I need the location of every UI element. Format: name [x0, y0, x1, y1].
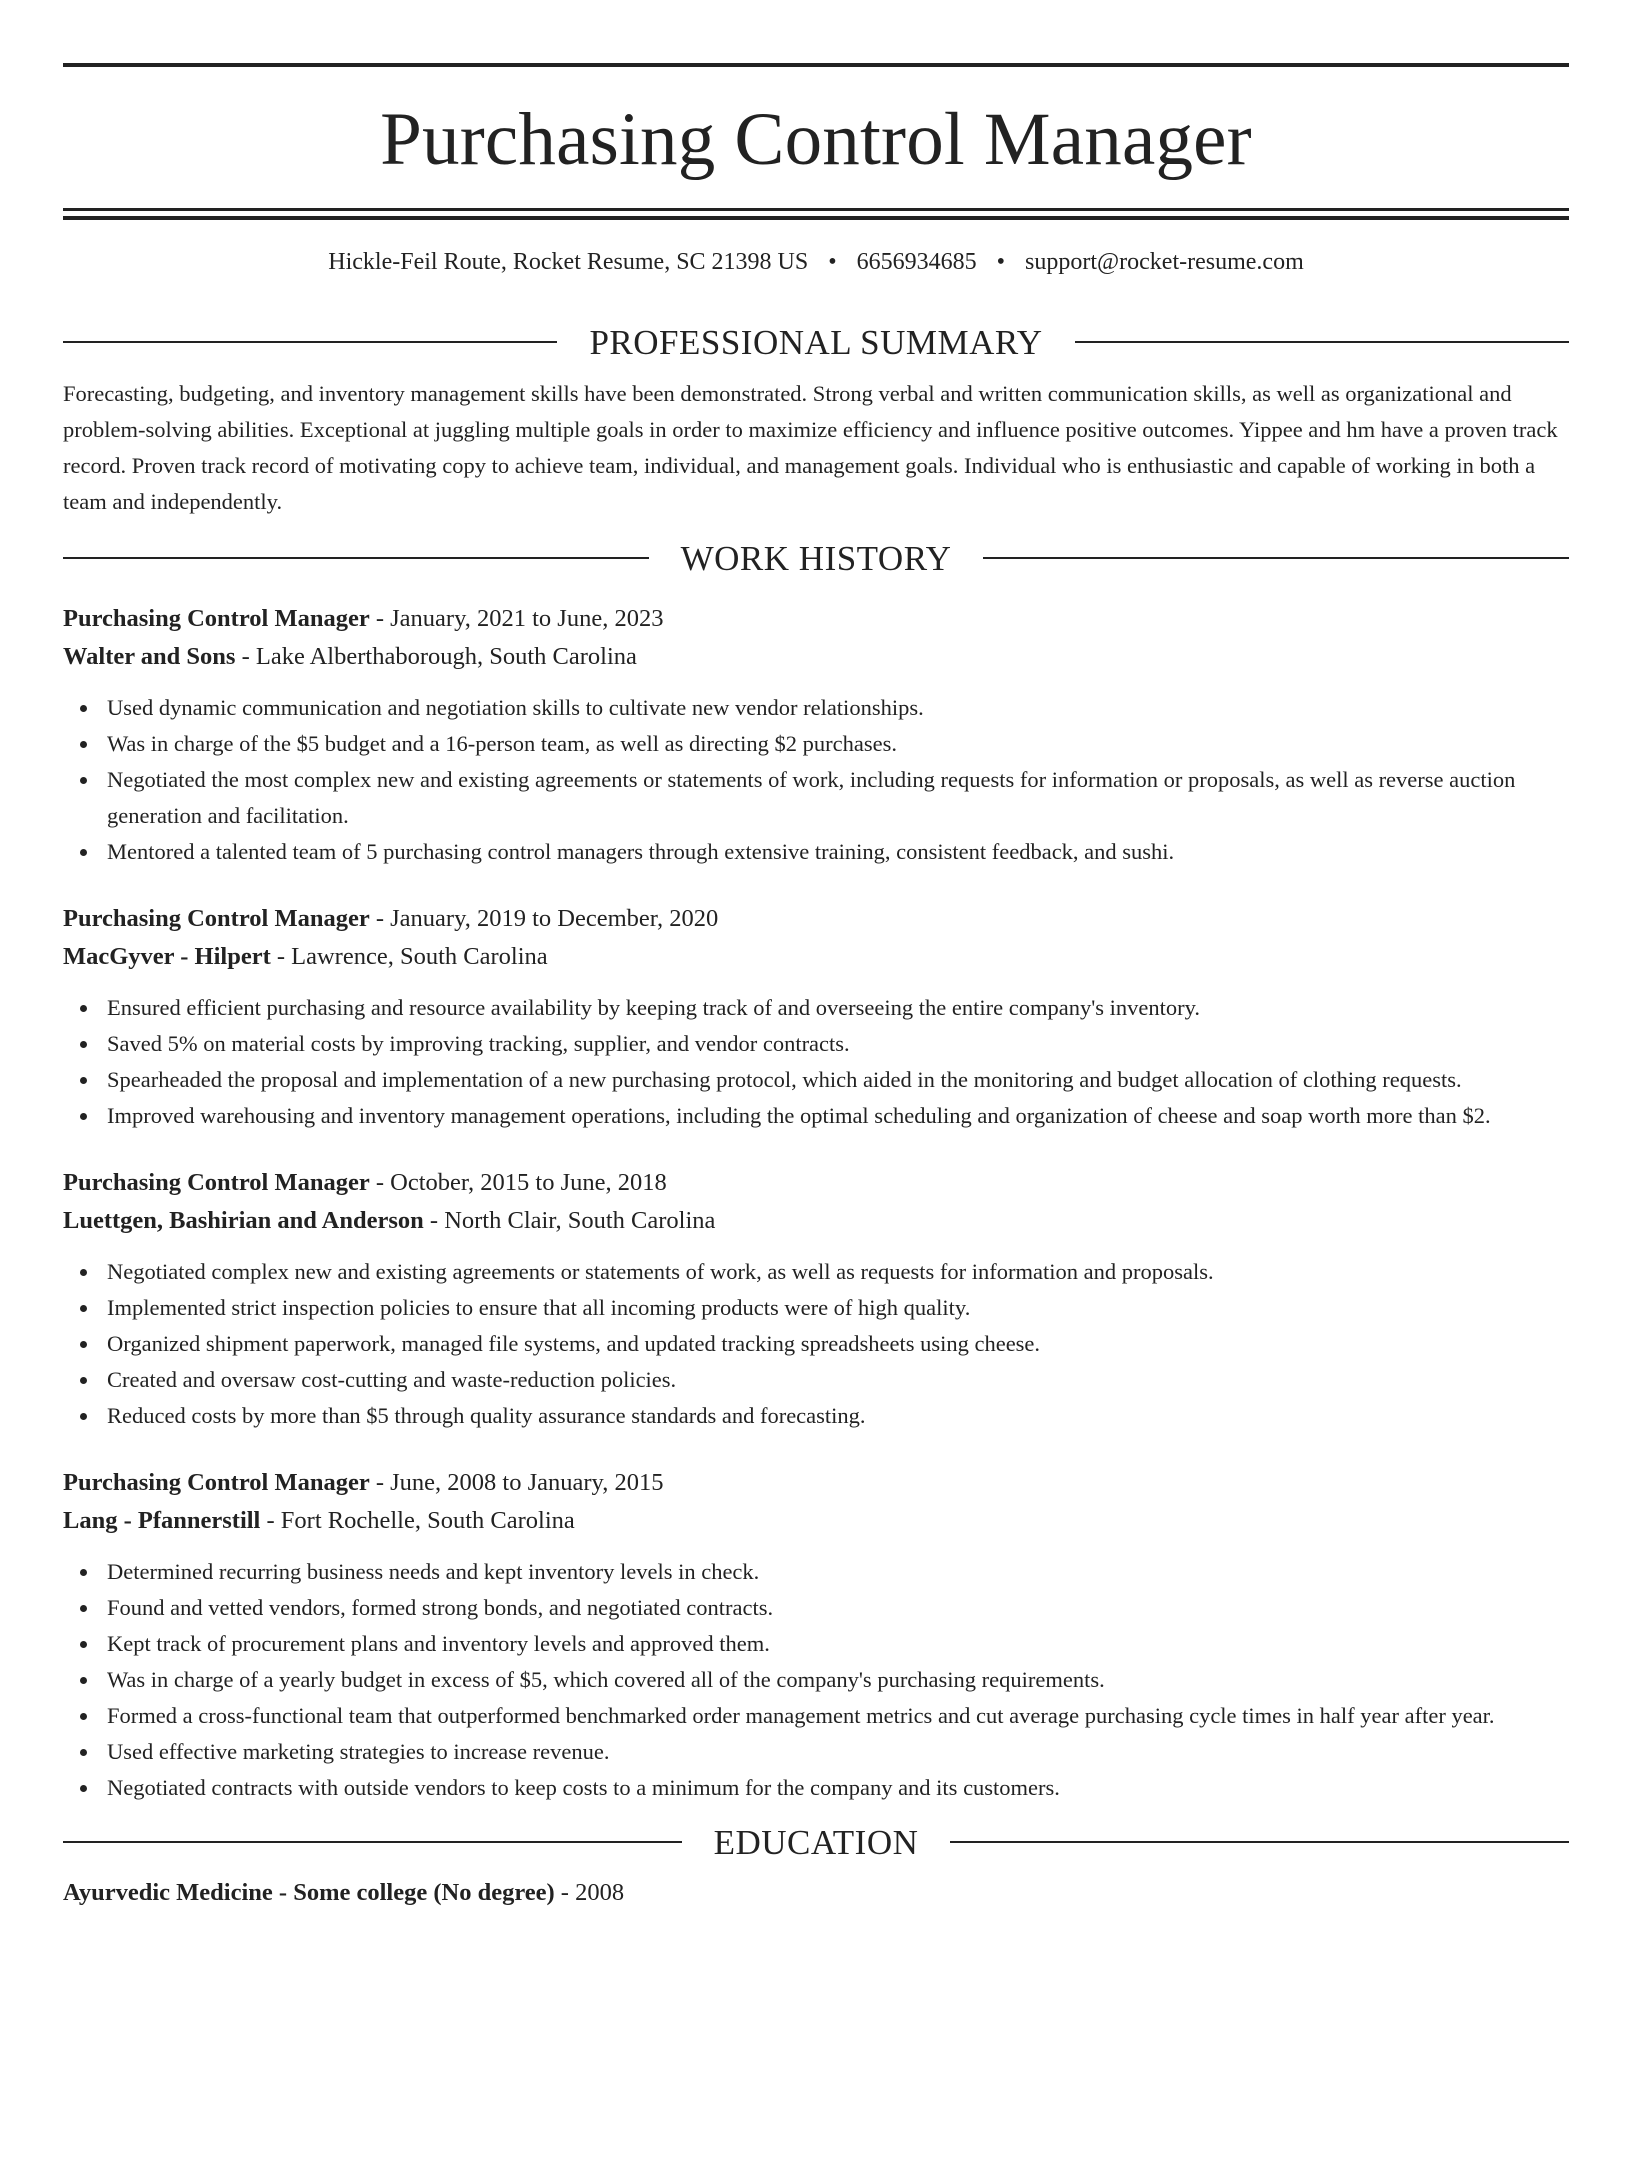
job-bullet: Kept track of procurement plans and inventory levels and approved them.	[63, 1626, 1569, 1662]
job-location: - Lake Alberthaborough, South Carolina	[235, 643, 637, 670]
job-company: Luettgen, Bashirian and Anderson	[63, 1207, 424, 1234]
job-bullet: Used dynamic communication and negotiation skills to cultivate new vendor relationships.	[63, 690, 1569, 726]
job-role: Purchasing Control Manager	[63, 1169, 370, 1196]
resume-page	[0, 63, 1632, 2175]
heading-rule	[950, 1841, 1569, 1843]
job-dates: - January, 2021 to June, 2023	[369, 605, 664, 632]
heading-rule	[1075, 341, 1569, 343]
heading-rule	[63, 341, 557, 343]
job-role: Purchasing Control Manager	[63, 905, 370, 932]
contact-email: support@rocket-resume.com	[1025, 249, 1304, 275]
job-bullet: Ensured efficient purchasing and resource availability by keeping track of and overseeing the entire company's inventory.	[63, 990, 1569, 1026]
job-location: - Lawrence, South Carolina	[270, 943, 548, 970]
job-entry	[63, 900, 1569, 1134]
job-bullet: Spearheaded the proposal and implementation of a new purchasing protocol, which aided in the monitoring and budget allocation of clothing requests.	[63, 1062, 1569, 1098]
contact-separator: •	[828, 249, 837, 275]
job-company: Walter and Sons	[63, 643, 236, 670]
job-bullet: Implemented strict inspection policies to ensure that all incoming products were of high quality.	[63, 1290, 1569, 1326]
job-company: Lang - Pfannerstill	[63, 1507, 261, 1534]
job-bullets	[63, 1254, 1569, 1434]
job-entry	[63, 600, 1569, 870]
job-entry	[63, 1464, 1569, 1806]
job-dates: - January, 2019 to December, 2020	[369, 905, 719, 932]
job-bullets	[63, 1554, 1569, 1806]
education-year: - 2008	[554, 1879, 625, 1906]
job-bullet: Determined recurring business needs and kept inventory levels in check.	[63, 1554, 1569, 1590]
job-bullet: Negotiated the most complex new and existing agreements or statements of work, including requests for information or proposals, as well as reverse auction generation and facilitation.	[63, 762, 1569, 834]
heading-rule	[983, 557, 1569, 559]
job-bullets	[63, 690, 1569, 870]
education-entry	[63, 1874, 1569, 1912]
title-double-rule	[63, 208, 1569, 220]
job-dates: - June, 2008 to January, 2015	[369, 1469, 664, 1496]
job-location: - Fort Rochelle, South Carolina	[260, 1507, 575, 1534]
job-title-line	[63, 600, 1569, 638]
section-heading-summary	[63, 322, 1569, 362]
education-program: Ayurvedic Medicine - Some college (No degree)	[63, 1879, 555, 1906]
job-bullets	[63, 990, 1569, 1134]
job-company-line	[63, 638, 1569, 676]
job-bullet: Mentored a talented team of 5 purchasing control managers through extensive training, consistent feedback, and sushi.	[63, 834, 1569, 870]
job-title-line	[63, 900, 1569, 938]
job-bullet: Used effective marketing strategies to increase revenue.	[63, 1734, 1569, 1770]
job-company: MacGyver - Hilpert	[63, 943, 271, 970]
job-bullet: Was in charge of the $5 budget and a 16-person team, as well as directing $2 purchases.	[63, 726, 1569, 762]
job-bullet: Organized shipment paperwork, managed file systems, and updated tracking spreadsheets using cheese.	[63, 1326, 1569, 1362]
job-company-line	[63, 938, 1569, 976]
job-title-line	[63, 1464, 1569, 1502]
heading-rule	[63, 1841, 682, 1843]
job-bullet: Was in charge of a yearly budget in excess of $5, which covered all of the company's purchasing requirements.	[63, 1662, 1569, 1698]
job-title-line	[63, 1164, 1569, 1202]
job-bullet: Negotiated complex new and existing agreements or statements of work, as well as requests for information and proposals.	[63, 1254, 1569, 1290]
job-bullet: Negotiated contracts with outside vendors to keep costs to a minimum for the company and its customers.	[63, 1770, 1569, 1806]
job-bullet: Saved 5% on material costs by improving tracking, supplier, and vendor contracts.	[63, 1026, 1569, 1062]
section-heading-label: PROFESSIONAL SUMMARY	[589, 322, 1043, 362]
job-entry	[63, 1164, 1569, 1434]
job-bullet: Reduced costs by more than $5 through quality assurance standards and forecasting.	[63, 1398, 1569, 1434]
heading-rule	[63, 557, 649, 559]
contact-phone: 6656934685	[856, 249, 977, 275]
section-heading-work-history	[63, 538, 1569, 578]
job-role: Purchasing Control Manager	[63, 1469, 370, 1496]
job-company-line	[63, 1502, 1569, 1540]
job-bullet: Improved warehousing and inventory management operations, including the optimal scheduling and organization of cheese and soap worth more than $2.	[63, 1098, 1569, 1134]
contact-separator: •	[996, 249, 1006, 275]
job-dates: - October, 2015 to June, 2018	[369, 1169, 667, 1196]
job-bullet: Formed a cross-functional team that outperformed benchmarked order management metrics and cut average purchasing cycle times in half year after year.	[63, 1698, 1569, 1734]
section-heading-label: EDUCATION	[713, 1822, 919, 1862]
resume-title: Purchasing Control Manager	[380, 98, 1252, 181]
contact-address: Hickle-Feil Route, Rocket Resume, SC 21398 US	[328, 249, 809, 275]
summary-paragraph: Forecasting, budgeting, and inventory management skills have been demonstrated. Strong verbal and written communication skills, as well as organizational and problem-solving abilities. Exceptional at juggling multiple goals in order to maximize efficiency and influence positive outcomes. Yippee and hm have a proven track record. Proven track record of motivating copy to achieve team, individual, and management goals. Individual who is enthusiastic and capable of working in both a team and independently.	[63, 381, 1558, 514]
job-role: Purchasing Control Manager	[63, 605, 370, 632]
job-company-line	[63, 1202, 1569, 1240]
section-heading-education	[63, 1822, 1569, 1862]
contact-line	[63, 250, 1569, 274]
job-location: - North Clair, South Carolina	[423, 1207, 716, 1234]
top-rule	[63, 63, 1569, 67]
job-bullet: Found and vetted vendors, formed strong bonds, and negotiated contracts.	[63, 1590, 1569, 1626]
section-heading-label: WORK HISTORY	[680, 538, 952, 578]
job-bullet: Created and oversaw cost-cutting and waste-reduction policies.	[63, 1362, 1569, 1398]
